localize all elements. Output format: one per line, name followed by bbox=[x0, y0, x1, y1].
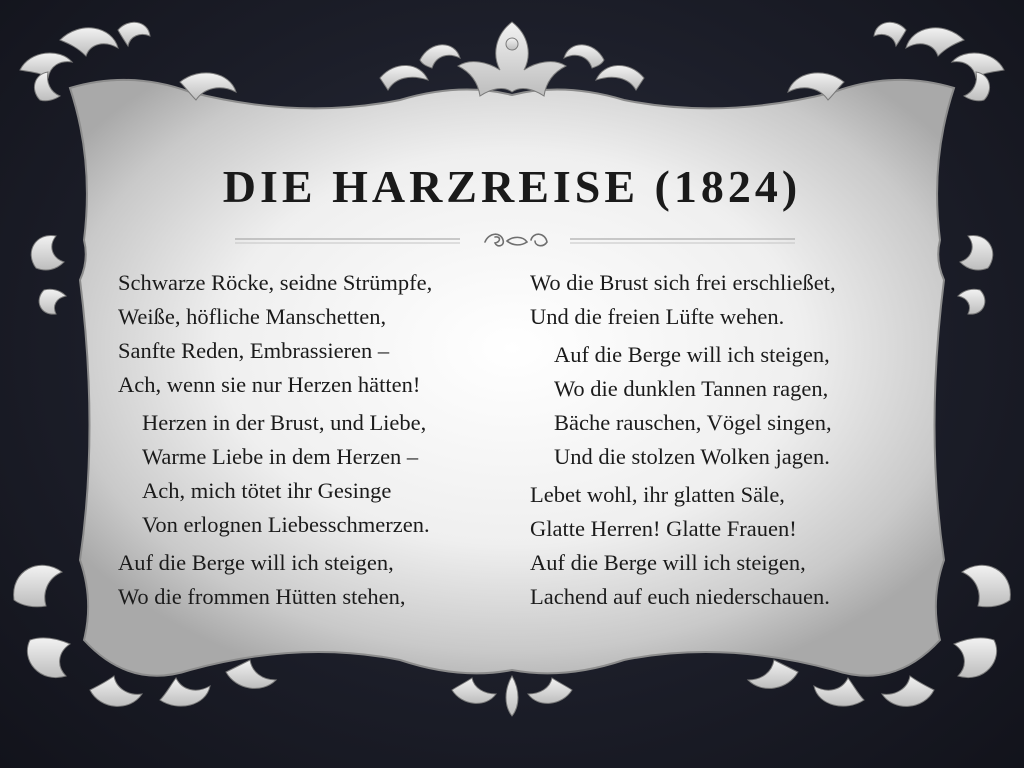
poem-line: Ach, wenn sie nur Herzen hätten! bbox=[118, 372, 421, 397]
poem-line: Lachend auf euch niederschauen. bbox=[530, 584, 830, 609]
poem-stanza bbox=[118, 406, 518, 542]
poem-line: Und die stolzen Wolken jagen. bbox=[554, 444, 830, 469]
poem-line: Lebet wohl, ihr glatten Säle, bbox=[530, 482, 785, 507]
poem-stanza bbox=[530, 478, 920, 614]
poem-line: Sanfte Reden, Embrassieren – bbox=[118, 338, 390, 363]
poem-line: Bäche rauschen, Vögel singen, bbox=[554, 410, 832, 435]
poem-line: Wo die Brust sich frei erschließet, bbox=[530, 270, 836, 295]
poem-line: Herzen in der Brust, und Liebe, bbox=[142, 410, 427, 435]
top-crest-ornament bbox=[380, 22, 644, 96]
right-side-ornament bbox=[958, 235, 993, 314]
slide-title: DIE HARZREISE (1824) bbox=[222, 161, 802, 212]
poem-line: Glatte Herren! Glatte Frauen! bbox=[530, 516, 797, 541]
poem-line: Wo die frommen Hütten stehen, bbox=[118, 584, 406, 609]
poem-line: Ach, mich tötet ihr Gesinge bbox=[142, 478, 392, 503]
left-side-ornament bbox=[31, 235, 66, 314]
poem-line: Auf die Berge will ich steigen, bbox=[554, 342, 830, 367]
poem-left-column bbox=[118, 266, 518, 614]
flourish-divider-icon bbox=[235, 226, 795, 256]
poem-line: Schwarze Röcke, seidne Strümpfe, bbox=[118, 270, 433, 295]
poem-line: Wo die dunklen Tannen ragen, bbox=[554, 376, 829, 401]
poem-line: Auf die Berge will ich steigen, bbox=[530, 550, 806, 575]
poem-stanza bbox=[118, 546, 518, 614]
poem-right-column bbox=[530, 266, 920, 614]
poem-line: Warme Liebe in dem Herzen – bbox=[142, 444, 419, 469]
poem-stanza bbox=[530, 338, 920, 474]
poem-stanza bbox=[118, 266, 518, 402]
poem-line: Weiße, höfliche Manschetten, bbox=[118, 304, 387, 329]
poem-line: Und die freien Lüfte wehen. bbox=[530, 304, 785, 329]
bottom-center-ornament bbox=[452, 676, 572, 716]
poem-line: Auf die Berge will ich steigen, bbox=[118, 550, 394, 575]
poem-line: Von erlognen Liebesschmerzen. bbox=[142, 512, 430, 537]
poem-stanza bbox=[530, 266, 920, 334]
